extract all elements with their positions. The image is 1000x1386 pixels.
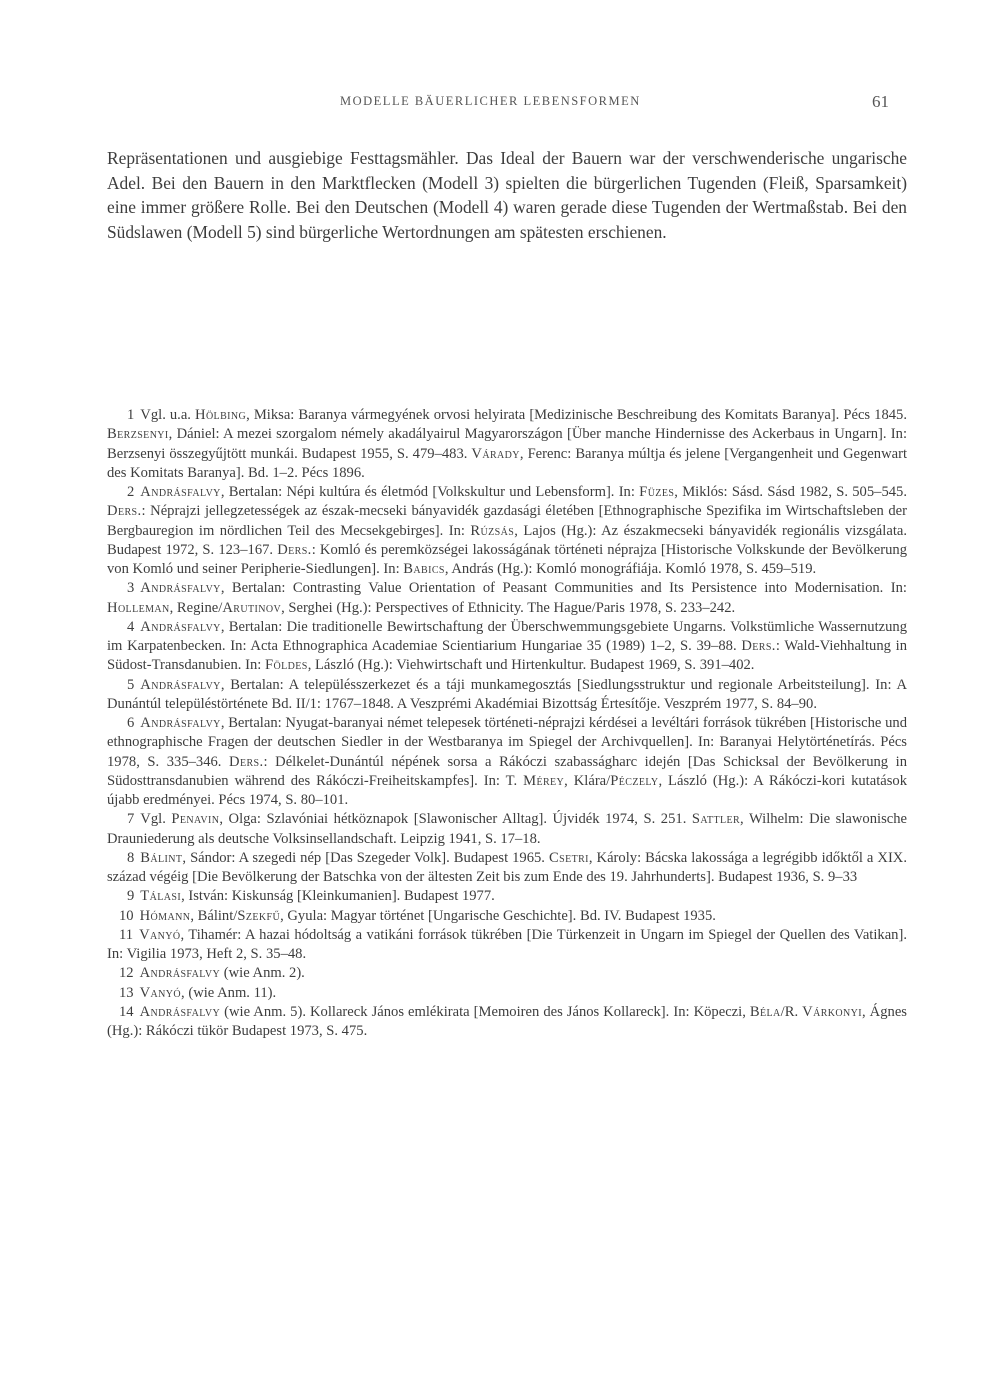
footnotes-list: [107, 406, 907, 1041]
footnote: [107, 483, 907, 579]
footnote-text: , Dániel: A mezei szorgalom némely akadályairul Magyarországon [Über manche Hindernisse des Ackerbaus in Ungarn]. In: Berzsenyi összegyűjtött munkái. Budapest 1955, S. 479–483.: [107, 426, 907, 462]
author-name: Ders.: [229, 753, 264, 770]
footnote-text: , Klára/: [564, 772, 611, 789]
footnote: [107, 579, 907, 618]
footnote-text: /R.: [780, 1003, 803, 1020]
footnote-text: , Miklós: Sásd. Sásd 1982, S. 505–545.: [674, 484, 907, 500]
running-header-title: MODELLE BÄUERLICHER LEBENSFORMEN: [340, 94, 641, 108]
footnote-text: , Bertalan: A településszerkezet és a táji munkamegosztás [Siedlungsstruktur und regionale Arbeitsteilung]. In: A Dunántúl településtörténete Bd. II/1: 1767–1848. A Veszprémi Akadémiai Bizottság Értesítője. Veszprém 1977, S. 84–90.: [107, 676, 907, 712]
footnote-number: 4: [127, 618, 135, 635]
author-name: Csetri: [548, 849, 589, 866]
author-name: Mérey: [523, 772, 565, 789]
footnote-text: , László (Hg.): Viehwirtschaft und Hirtenkultur. Budapest 1969, S. 391–402.: [307, 657, 755, 674]
author-name: Sattler: [691, 811, 741, 828]
footnote-text: : Komló és peremközségei lakosságának történeti néprajza [Historische Volkskunde der Bevölkerung von Komló und seiner Peripherie-Siedlungen]. In:: [107, 541, 907, 577]
footnote-text: , Wilhelm: Die slawonische Drauniederung als deutsche Volksinsellandschaft. Leipzig 1941, S. 17–18.: [107, 811, 908, 847]
author-name: Péczely: [610, 772, 659, 789]
author-name: Rúzsás: [470, 522, 515, 539]
footnote-text: , Regine/: [169, 599, 223, 616]
footnote-number: 8: [127, 849, 135, 866]
footnote-number: 7: [127, 811, 135, 828]
footnote-text: Vgl.: [140, 811, 172, 828]
footnote: [107, 406, 907, 483]
footnote-number: 2: [127, 484, 135, 500]
footnote: [107, 926, 907, 965]
author-name: Füzes: [639, 484, 675, 500]
footnote: [107, 887, 907, 906]
footnote-text: , Károly: Bácska lakossága a legrégibb időktől a XIX. század végéig [Die Bevölkerung der Batschka von der ältesten Zeit bis zum Ende des 19. Jahrhunderts]. Budapest 1936, S. 9–33: [107, 849, 907, 885]
footnote-number: 10: [119, 907, 134, 924]
author-name: Andrásfalvy: [140, 676, 221, 693]
author-name: Várkonyi: [802, 1003, 862, 1020]
footnote-text: , András (Hg.): Komló monográfiája. Komló 1978, S. 459–519.: [444, 561, 817, 577]
author-name: Szekfű: [237, 907, 281, 924]
footnote: [107, 714, 907, 810]
footnote-text: , Lajos (Hg.): Az északmecseki bányavidék regionális vizsgálata. Budapest 1972, S. 123–167.: [107, 522, 907, 558]
author-name: Andrásfalvy: [140, 484, 221, 500]
footnote-text: , Bertalan: Die traditionelle Bewirtschaftung der Überschwemmungsgebiete Ungarns. Volkstümliche Wassernutzung im Karpatenbecken. In: Acta Ethnographica Academiae Scientiarium Hungariae 35 (1989) 1–2, S. 39–88.: [107, 618, 907, 654]
footnote: [107, 810, 907, 849]
footnote: [107, 907, 907, 926]
author-name: Tálasi: [140, 888, 182, 905]
footnote-text: , Tihamér: A hazai hódoltság a vatikáni források tükrében [Die Türkenzeit in Ungarn im Spiegel der Quellen des Vatikan]. In: Vigilia 1973, Heft 2, S. 35–48.: [107, 926, 907, 962]
footnote-text: , Gyula: Magyar történet [Ungarische Geschichte]. Bd. IV. Budapest 1935.: [280, 907, 716, 924]
footnote-text: , Sándor: A szegedi nép [Das Szegeder Volk]. Budapest 1965.: [182, 849, 549, 866]
author-name: Babics: [403, 561, 445, 577]
footnote-text: Vgl. u.a.: [140, 407, 195, 423]
footnote-text: , Ágnes (Hg.): Rákóczi tükör Budapest 1973, S. 475.: [107, 1003, 907, 1039]
author-name: Andrásfalvy: [139, 1003, 221, 1020]
footnote-text: , Serghei (Hg.): Perspectives of Ethnicity. The Hague/Paris 1978, S. 233–242.: [281, 599, 736, 616]
footnote-text: , Olga: Szlavóniai hétköznapok [Slawonischer Alltag]. Újvidék 1974, S. 251.: [219, 811, 692, 828]
author-name: Andrásfalvy: [140, 715, 221, 731]
page-number: 61: [872, 92, 889, 111]
footnote-text: (wie Anm. 2).: [220, 965, 305, 982]
footnote-text: : Néprajzi jellegzetességek az észak-mecseki bányavidék gazdasági életében [Ethnographische Spezifika im Wirtschaftsleben der Bergbauregion im nördlichen Teil des Mecsekgebirges]. In:: [107, 503, 907, 539]
footnote-number: 3: [127, 580, 135, 597]
author-name: Bálint: [140, 849, 183, 866]
author-name: Ders.: [277, 541, 312, 558]
footnote: [107, 1003, 907, 1042]
author-name: Vanyó: [139, 926, 181, 943]
author-name: Holleman: [107, 599, 170, 616]
author-name: Arutinov: [222, 599, 282, 616]
footnote-number: 5: [127, 676, 135, 693]
author-name: Andrásfalvy: [139, 965, 221, 982]
footnote-text: , Miksa: Baranya vármegyének orvosi helyirata [Medizinische Beschreibung des Komitats Baranya]. Pécs 1845.: [246, 407, 907, 423]
footnote: [107, 964, 907, 983]
author-name: Hómann: [139, 907, 191, 924]
author-name: Hölbing: [195, 407, 247, 423]
footnote-number: 11: [119, 926, 134, 943]
footnote-number: 1: [127, 407, 135, 423]
footnote-text: , Ferenc: Baranya múltja és jelene [Vergangenheit und Gegenwart des Komitats Baranya]. Bd. 1–2. Pécs 1896.: [107, 445, 907, 481]
footnote-number: 13: [119, 984, 134, 1001]
footnote: [107, 849, 907, 888]
footnote-text: : Wald-Viehhaltung in Südost-Transdanubien. In:: [107, 638, 907, 674]
author-name: Andrásfalvy: [140, 618, 221, 635]
footnote: [107, 618, 907, 676]
author-name: Ders.: [107, 503, 142, 520]
footnote-number: 14: [119, 1003, 134, 1020]
footnote-text: , Bertalan: Nyugat-baranyai német telepesek történeti-néprajzi kérdései a levéltári források tükrében [Historische und ethnographische Fragen der deutschen Siedler in der Westbaranya im Spiegel der Archivquellen]. In: Baranyai Helytörténetírás. Pécs 1978, S. 335–346.: [107, 715, 907, 770]
author-name: Penavin: [171, 811, 220, 828]
author-name: Vanyó: [139, 984, 182, 1001]
footnote-number: 6: [127, 715, 135, 731]
footnote-text: , (wie Anm. 11).: [181, 984, 277, 1001]
footnote-text: , Bálint/: [190, 907, 238, 924]
footnote-text: : Délkelet-Dunántúl népének sorsa a Rákóczi szabasságharc idején [Das Schicksal der Bevölkerung in Südosttransdanubien während des Rákóczi-Freiheitskampfes]. In: T.: [107, 753, 907, 789]
author-name: Földes: [264, 657, 308, 674]
footnote-text: , Bertalan: Népi kultúra és életmód [Volkskultur und Lebensform]. In:: [220, 484, 640, 500]
footnote-number: 9: [127, 888, 135, 905]
author-name: Berzsenyi: [107, 426, 169, 443]
footnote-text: (wie Anm. 5). Kollareck János emlékirata [Memoiren des János Kollareck]. In: Köpeczi,: [220, 1003, 750, 1020]
footnote-text: , Bertalan: Contrasting Value Orientation of Peasant Communities and Its Persistence into Modernisation. In:: [220, 580, 907, 597]
author-name: Ders.: [741, 638, 776, 654]
footnote-text: , László (Hg.): A Rákóczi-kori kutatások újabb eredményei. Pécs 1974, S. 80–101.: [107, 772, 908, 808]
footnote: [107, 676, 907, 715]
footnote: [107, 984, 907, 1003]
footnote-number: 12: [119, 965, 134, 982]
footnote-text: , István: Kiskunság [Kleinkumanien]. Budapest 1977.: [181, 888, 495, 905]
body-paragraph: Repräsentationen und ausgiebige Festtagsmähler. Das Ideal der Bauern war der verschwenderische ungarische Adel. Bei den Bauern in den Marktflecken (Modell 3) spielten die bürgerlichen Tugenden (Fleiß, Sparsamkeit) eine immer größere Rolle. Bei den Deutschen (Modell 4) waren gerade diese Tugenden der Wertmaßstab. Bei den Südslawen (Modell 5) sind bürgerliche Wertordnungen am spätesten erschienen.: [107, 148, 907, 242]
author-name: Várady: [471, 445, 520, 462]
author-name: Andrásfalvy: [140, 580, 221, 597]
author-name: Béla: [749, 1003, 781, 1020]
